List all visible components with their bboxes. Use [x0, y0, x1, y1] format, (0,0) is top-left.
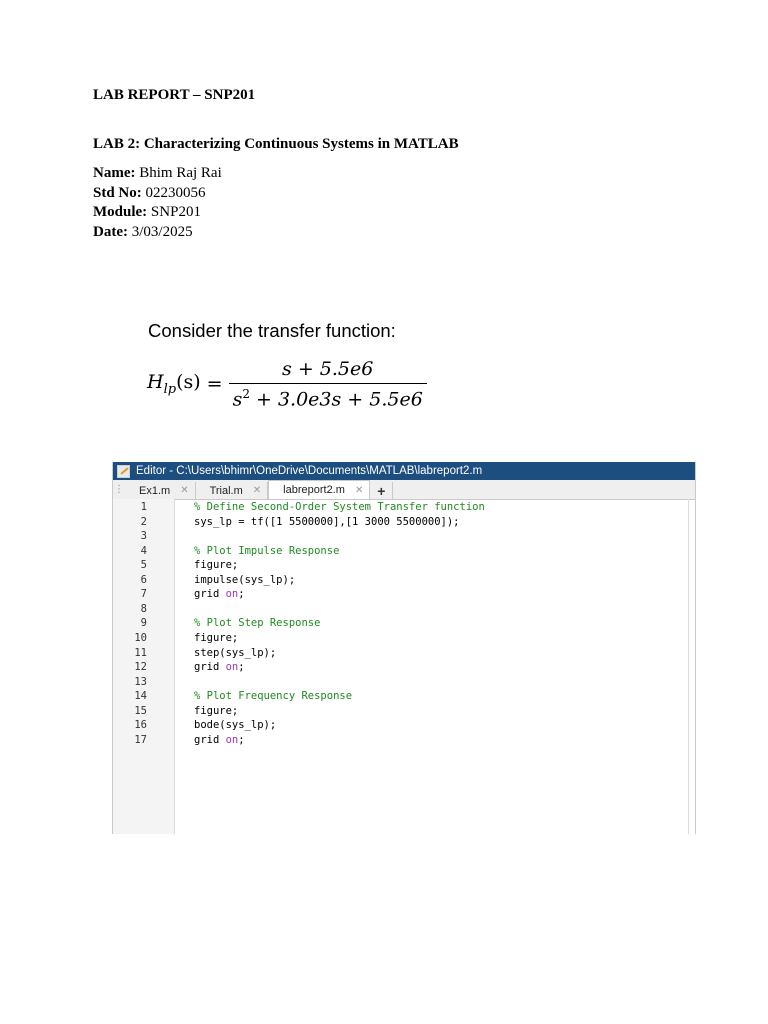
code-text: ; — [238, 661, 245, 674]
info-row-std-no — [93, 184, 222, 204]
code-text: ; — [238, 733, 245, 746]
code-text: figure; — [194, 631, 239, 644]
line-number: 3 — [140, 530, 147, 543]
code-text: sys_lp = tf([1 5500000],[1 3000 5500000]); — [194, 515, 460, 528]
add-tab-button[interactable]: + — [370, 482, 393, 499]
tab-grip-icon[interactable]: ⋮ — [114, 484, 124, 495]
equation-lhs — [147, 371, 201, 397]
code-text: grid — [194, 588, 226, 601]
equation-h: H — [147, 371, 164, 394]
code-line — [194, 588, 245, 600]
code-line — [194, 705, 238, 717]
code-line — [194, 719, 276, 731]
code-area[interactable] — [113, 499, 695, 834]
code-line — [194, 647, 276, 659]
line-number: 6 — [140, 573, 147, 586]
code-comment: % Plot Impulse Response — [194, 544, 340, 557]
code-text: grid — [194, 661, 226, 674]
code-line — [194, 632, 238, 644]
code-line — [194, 661, 245, 673]
code-text: ; — [238, 588, 245, 601]
code-line — [194, 516, 460, 528]
line-number: 9 — [140, 617, 147, 630]
info-label: Date: — [93, 224, 128, 241]
editor-tabbar — [113, 480, 695, 500]
code-line — [194, 690, 352, 702]
close-icon[interactable]: ✕ — [252, 485, 262, 496]
info-value: Bhim Raj Rai — [139, 165, 222, 181]
info-label: Module: — [93, 204, 148, 221]
transfer-function-equation — [147, 358, 427, 410]
code-keyword: on — [225, 733, 239, 746]
editor-right-edge — [688, 499, 689, 834]
tab-ex1[interactable] — [125, 482, 196, 499]
numerator: s + 5.5e6 — [282, 358, 374, 380]
info-label: Name: — [93, 165, 136, 181]
info-value: SNP201 — [150, 204, 201, 221]
line-number: 10 — [134, 631, 147, 644]
equals-sign: = — [206, 373, 223, 396]
report-title: LAB REPORT – SNP201 — [93, 87, 256, 103]
code-line — [194, 734, 245, 746]
close-icon[interactable]: ✕ — [180, 485, 189, 496]
line-number: 17 — [134, 733, 147, 746]
code-line — [194, 501, 485, 513]
denominator — [229, 383, 427, 410]
close-icon[interactable]: ✕ — [354, 484, 364, 496]
code-text: grid — [194, 733, 226, 746]
denominator-base: s — [232, 388, 243, 411]
code-text: step(sys_lp); — [194, 646, 277, 659]
line-number: 13 — [134, 675, 147, 688]
line-number: 4 — [140, 544, 147, 557]
line-number: 12 — [134, 661, 147, 674]
student-info — [93, 164, 222, 243]
denominator-exponent: 2 — [242, 387, 250, 401]
tab-trial[interactable] — [196, 482, 269, 499]
code-comment: % Plot Step Response — [194, 617, 321, 630]
info-row-date — [93, 223, 222, 243]
denominator-rest: + 3.0e3s + 5.5e6 — [249, 388, 423, 411]
transfer-function-intro: Consider the transfer function: — [148, 320, 396, 341]
code-text: figure; — [194, 559, 239, 572]
line-number: 7 — [140, 588, 147, 601]
line-number: 11 — [134, 646, 147, 659]
equation-arg: (s) — [176, 371, 201, 394]
info-row-name — [93, 164, 222, 184]
code-keyword: on — [225, 588, 239, 601]
editor-title: Editor - C:\Users\bhimr\OneDrive\Documents\MATLAB\labreport2.m — [136, 465, 483, 477]
line-number: 5 — [140, 559, 147, 572]
info-value: 02230056 — [145, 184, 206, 201]
code-line — [194, 545, 339, 557]
code-text: bode(sys_lp); — [194, 719, 277, 732]
line-number: 8 — [140, 602, 147, 615]
tab-label: labreport2.m — [283, 484, 345, 496]
code-comment: % Define Second-Order System Transfer function — [194, 501, 485, 513]
equation-fraction — [229, 358, 427, 410]
code-line — [194, 559, 238, 571]
code-line — [194, 574, 295, 586]
info-value: 3/03/2025 — [131, 224, 193, 241]
editor-titlebar — [113, 462, 695, 480]
matlab-editor — [112, 462, 696, 834]
code-text: impulse(sys_lp); — [194, 573, 296, 586]
equation-subscript: lp — [163, 382, 177, 398]
line-number: 16 — [134, 719, 147, 732]
line-number-gutter — [113, 499, 175, 834]
tab-label: Trial.m — [209, 484, 243, 497]
info-label: Std No: — [93, 184, 142, 201]
code-comment: % Plot Frequency Response — [194, 690, 353, 703]
code-keyword: on — [225, 661, 239, 674]
code-line — [194, 617, 320, 629]
lab-title: LAB 2: Characterizing Continuous Systems in MATLAB — [93, 136, 459, 152]
code-text: figure; — [194, 704, 239, 717]
line-number: 1 — [140, 501, 147, 513]
tab-label: Ex1.m — [139, 484, 171, 497]
line-number: 14 — [134, 690, 147, 703]
info-row-module — [93, 203, 222, 223]
line-number: 15 — [134, 704, 147, 717]
line-number: 2 — [140, 515, 147, 528]
editor-pencil-icon — [117, 465, 130, 478]
tab-labreport2[interactable] — [268, 480, 370, 499]
